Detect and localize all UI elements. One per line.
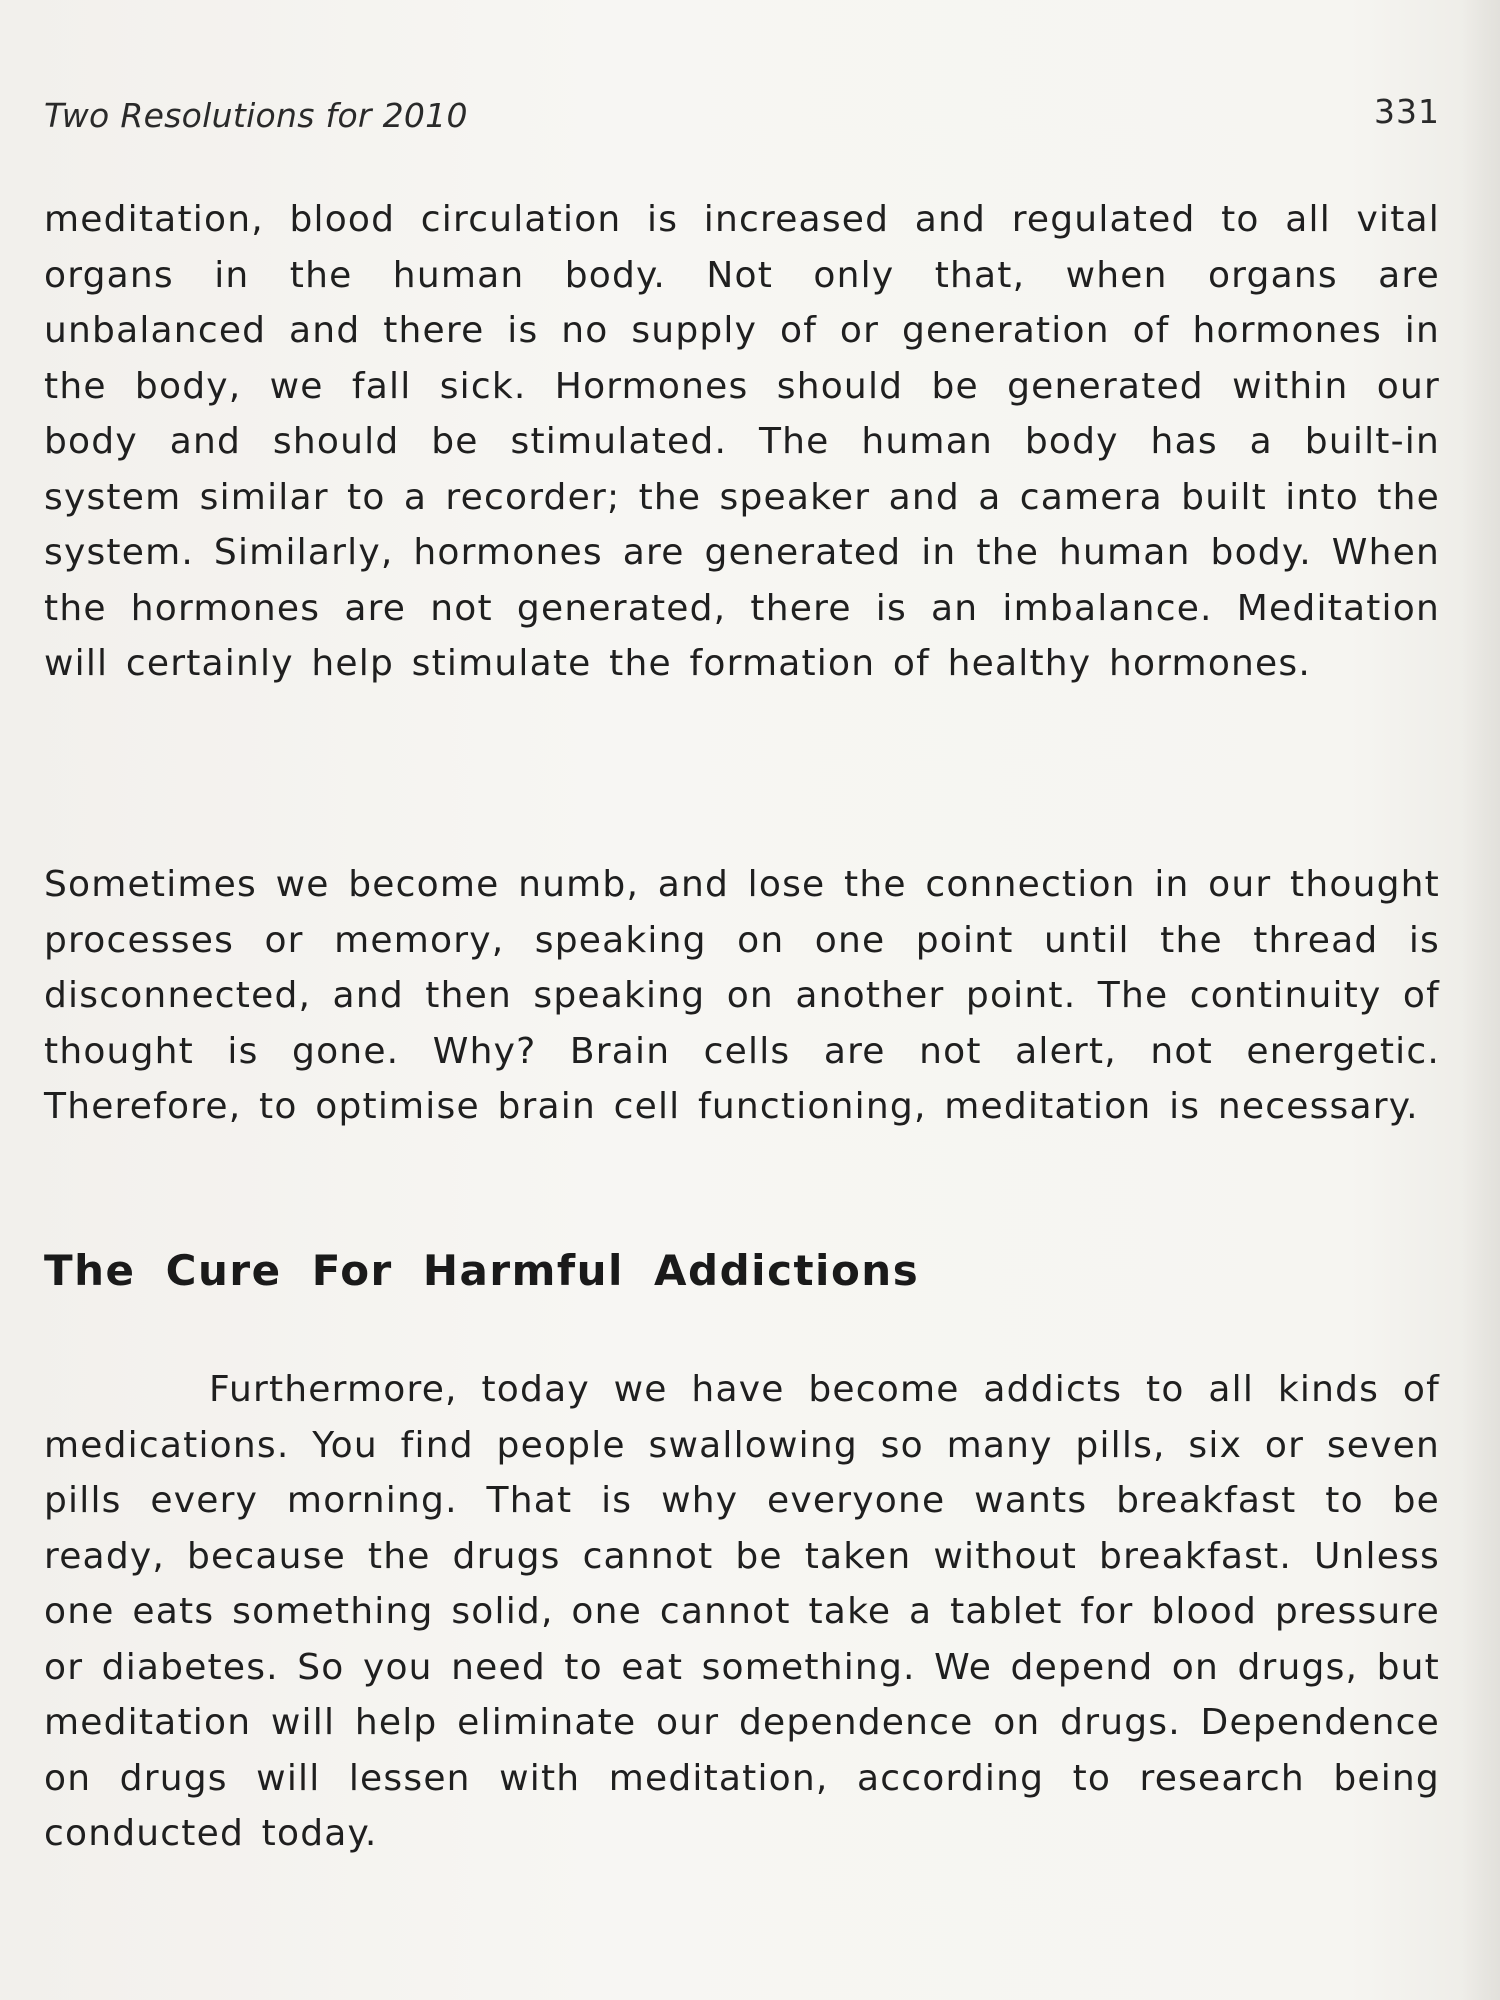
body-paragraph-3: Furthermore, today we have become addicts to all kinds of medications. You find people swallowing so many pills, six or seven pills every morning. That is why everyone wants breakfast to be ready, because the drugs cannot be taken without breakfast. Unless one eats something solid, one cannot take a tablet for blood pressure or diabetes. So you need to eat something. We depend on drugs, but meditation will help eliminate our dependence on drugs. Dependence on drugs will lessen with meditation, according to research being conducted today. [44, 1369, 1440, 1854]
body-paragraph-2: Sometimes we become numb, and lose the connection in our thought processes or memory, speaking on one point until the thread is disconnected, and then speaking on another point. The continuity of thought is gone. Why? Brain cells are not alert, not energetic. Therefore, to optimise brain cell functioning, meditation is necessary. [44, 864, 1440, 1127]
body-paragraph-1: meditation, blood circulation is increased and regulated to all vital organs in the human body. Not only that, when organs are unbalanced and there is no supply of or generation of hormones in the body, we fall sick. Hormones should be generated within our body and should be stimulated. The human body has a built-in system similar to a recorder; the speaker and a camera built into the system. Similarly, hormones are generated in the human body. When the hormones are not generated, there is an imbalance. Meditation will certainly help stimulate the formation of healthy hormones. [44, 199, 1440, 684]
page-edge-shadow [1462, 0, 1500, 2000]
page-number: 331 [1374, 92, 1440, 131]
running-head-title: Two Resolutions for 2010 [44, 96, 468, 135]
section-heading: The Cure For Harmful Addictions [44, 1246, 920, 1295]
